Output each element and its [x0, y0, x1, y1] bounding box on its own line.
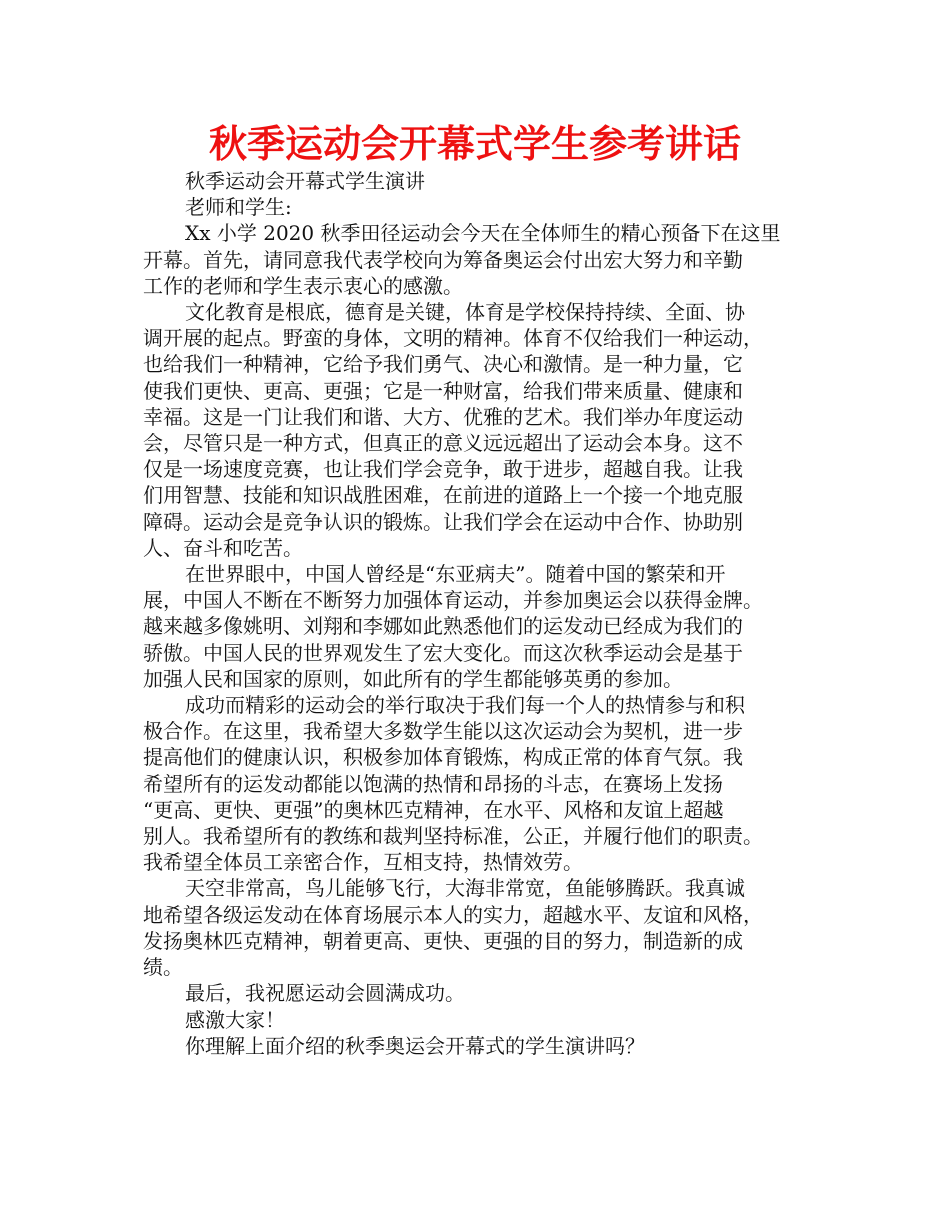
paragraph-line: 文化教育是根底，德育是关键，体育是学校保持持续、全面、协 [185, 300, 745, 325]
paragraph-line: 我希望全体员工亲密合作，互相支持，热情效劳。 [143, 850, 583, 875]
paragraph-line: 发扬奥林匹克精神，朝着更高、更快、更强的目的努力，制造新的成 [143, 928, 743, 953]
paragraph-line: 仅是一场速度竞赛，也让我们学会竞争，敢于进步，超越自我。让我 [143, 457, 743, 482]
paragraph-line: 提高他们的健康认识，积极参加体育锻炼，构成正常的体育气氛。我 [143, 745, 743, 770]
paragraph-line: 成功而精彩的运动会的举行取决于我们每一个人的热情参与和积 [185, 693, 745, 718]
speech-subtitle: 秋季运动会开幕式学生演讲 [185, 169, 425, 193]
paragraph-line: 也给我们一种精神，它给予我们勇气、决心和激情。是一种力量，它 [143, 352, 743, 377]
paragraph-5 [143, 875, 827, 980]
document-body [143, 168, 827, 1059]
thanks-line: 感激大家！ [185, 1007, 285, 1032]
paragraph-line: 在世界眼中，中国人曾经是“东亚病夫”。随着中国的繁荣和开 [185, 562, 726, 587]
paragraph-line: 极合作。在这里，我希望大多数学生能以这次运动会为契机，进一步 [143, 719, 743, 744]
paragraph-2 [143, 299, 827, 561]
paragraph-line: 工作的老师和学生表示衷心的感激。 [143, 273, 463, 298]
paragraph-line: 人、奋斗和吃苦。 [143, 535, 303, 560]
paragraph-line: 希望所有的运发动都能以饱满的热情和昂扬的斗志，在赛场上发扬 [143, 771, 723, 796]
paragraph-4 [143, 692, 827, 875]
paragraph-line: 们用智慧、技能和知识战胜困难，在前进的道路上一个接一个地克服 [143, 483, 743, 508]
paragraph-line: 使我们更快、更高、更强；它是一种财富，给我们带来质量、健康和 [143, 378, 743, 403]
document-title: 秋季运动会开幕式学生参考讲话 [208, 122, 741, 166]
paragraph-line: 天空非常高，鸟儿能够飞行，大海非常宽，鱼能够腾跃。我真诚 [185, 876, 745, 901]
paragraph-line: 会，尽管只是一种方式，但真正的意义远远超出了运动会本身。这不 [143, 431, 743, 456]
paragraph-line: 骄傲。中国人民的世界观发生了宏大变化。而这次秋季运动会是基于 [143, 640, 743, 665]
paragraph-line: 障碍。运动会是竞争认识的锻炼。让我们学会在运动中合作、协助别 [143, 509, 743, 534]
paragraph-line: “更高、更快、更强”的奥林匹克精神，在水平、风格和友谊上超越 [143, 797, 724, 822]
paragraph-line: Xx 小学 2020 秋季田径运动会今天在全体师生的精心预备下在这里 [185, 221, 781, 246]
paragraph-3 [143, 561, 827, 692]
paragraph-line: 别人。我希望所有的教练和裁判坚持标准，公正，并履行他们的职责。 [143, 824, 763, 849]
paragraph-line: 展，中国人不断在不断努力加强体育运动，并参加奥运会以获得金牌。 [143, 588, 763, 613]
paragraph-line: 绩。 [143, 955, 183, 980]
paragraph-line: 调开展的起点。野蛮的身体，文明的精神。体育不仅给我们一种运动， [143, 326, 763, 351]
question-line: 你理解上面介绍的秋季奥运会开幕式的学生演讲吗？ [185, 1033, 645, 1058]
paragraph-line: 地希望各级运发动在体育场展示本人的实力，超越水平、友谊和风格， [143, 902, 763, 927]
paragraph-line: 加强人民和国家的原则，如此所有的学生都能够英勇的参加。 [143, 666, 683, 691]
paragraph-line: 越来越多像姚明、刘翔和李娜如此熟悉他们的运发动已经成为我们的 [143, 614, 743, 639]
paragraph-1 [143, 220, 827, 299]
greeting: 老师和学生: [185, 195, 292, 220]
closing-line: 最后，我祝愿运动会圆满成功。 [185, 981, 465, 1006]
paragraph-line: 开幕。首先，请同意我代表学校向为筹备奥运会付出宏大努力和辛勤 [143, 247, 743, 272]
paragraph-line: 幸福。这是一门让我们和谐、大方、优雅的艺术。我们举办年度运动 [143, 404, 743, 429]
